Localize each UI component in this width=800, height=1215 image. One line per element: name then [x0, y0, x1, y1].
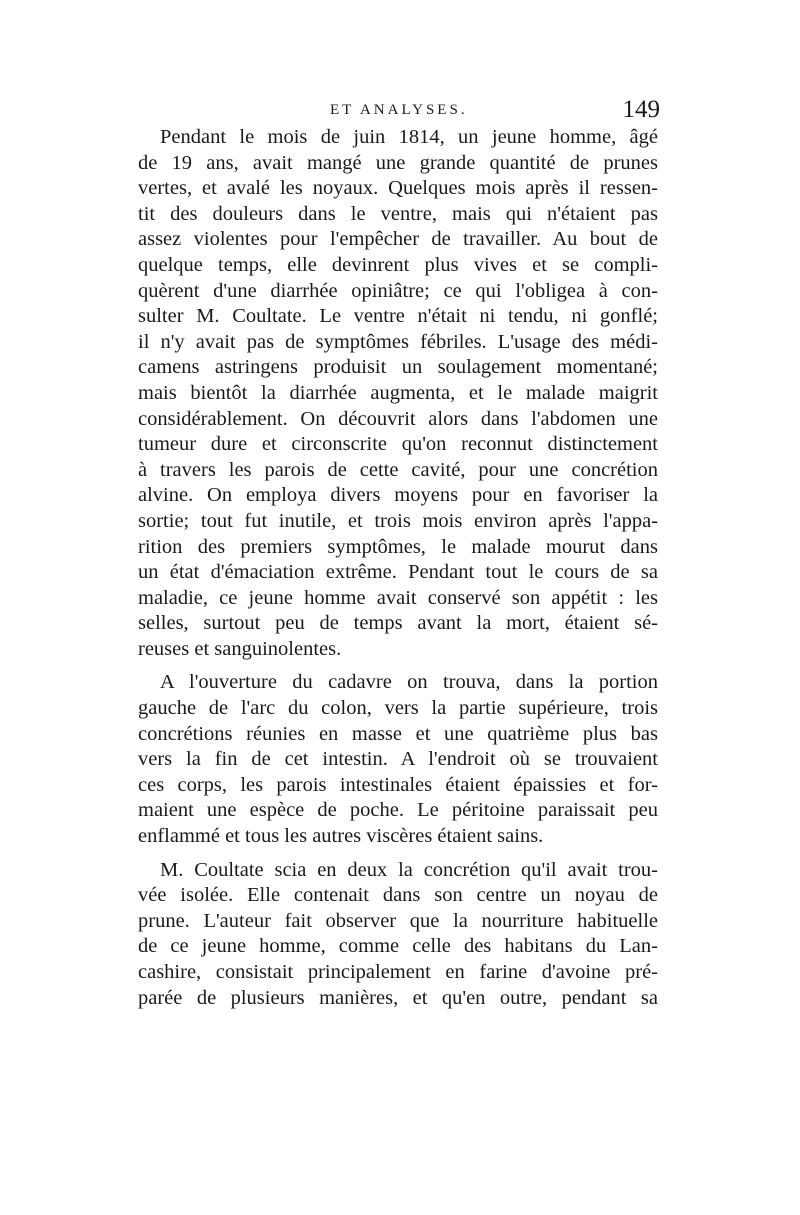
text-line: reuses et sanguinolentes. [138, 637, 342, 660]
text-line: vers la fin de cet intestin. A l'endroit où se trouvaient [138, 748, 658, 771]
paragraph-3 [138, 858, 658, 1012]
body-text [138, 125, 658, 1011]
running-head [140, 96, 660, 126]
text-line: un état d'émaciation extrême. Pendant tout le cours de sa [138, 561, 658, 584]
text-line: maladie, ce jeune homme avait conservé son appétit : les [138, 586, 658, 609]
text-line: A l'ouverture du cadavre on trouva, dans la portion [160, 671, 658, 694]
text-line: tit des douleurs dans le ventre, mais qui n'étaient pas [138, 202, 658, 225]
text-line: quèrent d'une diarrhée opiniâtre; ce qui l'obligea à con- [138, 279, 658, 302]
text-line: il n'y avait pas de symptômes fébriles. L'usage des médi- [138, 330, 658, 353]
text-line: camens astringens produisit un soulagement momentané; [138, 356, 658, 379]
text-line: rition des premiers symptômes, le malade mourut dans [138, 535, 658, 558]
text-line: cashire, consistait principalement en farine d'avoine pré- [138, 961, 658, 983]
text-line: sortie; tout fut inutile, et trois mois environ après l'appa- [138, 509, 658, 532]
text-line: quelque temps, elle devinrent plus vives et se compli- [138, 253, 658, 276]
text-line: sulter M. Coultate. Le ventre n'était ni tendu, ni gonflé; [138, 305, 658, 328]
text-line: enflammé et tous les autres viscères étaient sains. [138, 825, 544, 848]
running-title: ET ANALYSES. [330, 102, 468, 118]
paragraph-2 [138, 670, 658, 849]
text-line: vertes, et avalé les noyaux. Quelques mois après il ressen- [138, 177, 658, 200]
text-line: vée isolée. Elle contenait dans son centre un noyau de [138, 884, 658, 907]
text-line: Pendant le mois de juin 1814, un jeune homme, âgé [160, 126, 658, 148]
text-line: concrétions réunies en masse et une quatrième plus bas [138, 722, 658, 745]
text-line: à travers les parois de cette cavité, pour une concrétion [138, 458, 658, 481]
text-line: assez violentes pour l'empêcher de travailler. Au bout de [138, 228, 658, 251]
text-line: ces corps, les parois intestinales étaient épaissies et for- [138, 773, 658, 796]
text-line: alvine. On employa divers moyens pour en favoriser la [138, 484, 658, 507]
text-line: de ce jeune homme, comme celle des habitans du Lan- [138, 935, 658, 958]
text-line: mais bientôt la diarrhée augmenta, et le malade maigrit [138, 381, 658, 404]
text-line: parée de plusieurs manières, et qu'en outre, pendant sa [138, 986, 658, 1009]
text-line: prune. L'auteur fait observer que la nourriture habituelle [138, 909, 658, 932]
text-line: selles, surtout peu de temps avant la mort, étaient sé- [138, 612, 658, 635]
text-line: de 19 ans, avait mangé une grande quantité de prunes [138, 151, 658, 174]
paragraph-1 [138, 125, 658, 662]
text-line: M. Coultate scia en deux la concrétion qu'il avait trou- [160, 858, 658, 881]
page-number: 149 [622, 96, 660, 123]
text-line: gauche de l'arc du colon, vers la partie supérieure, trois [138, 697, 658, 720]
text-line: considérablement. On découvrit alors dans l'abdomen une [138, 407, 658, 430]
text-line: tumeur dure et circonscrite qu'on reconnut distinctement [138, 433, 658, 456]
text-line: maient une espèce de poche. Le péritoine paraissait peu [138, 799, 658, 822]
